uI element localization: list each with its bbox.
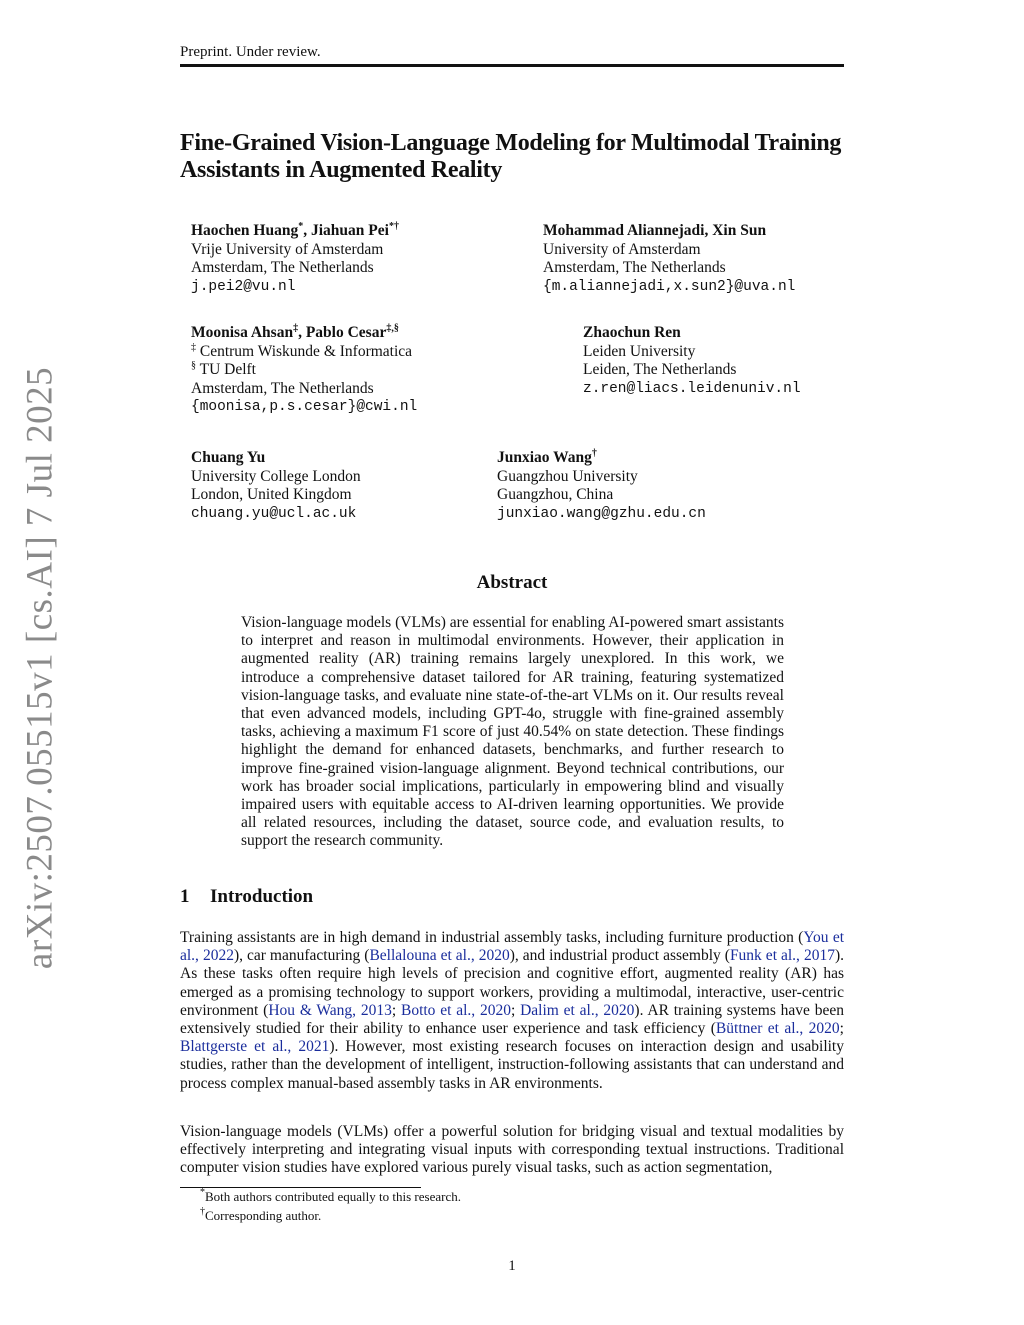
citation-link[interactable]: Büttner et al., 2020 — [715, 1020, 840, 1038]
arxiv-stamp[interactable]: arXiv:2507.05515v1 [cs.AI] 7 Jul 2025 — [19, 366, 61, 970]
footnote-2: †Corresponding author. — [200, 1206, 322, 1223]
author-location: London, United Kingdom — [191, 486, 352, 503]
author-block-6 — [497, 449, 706, 523]
section-number: 1 — [180, 886, 190, 907]
page-number: 1 — [508, 1258, 516, 1274]
author-affiliation: Leiden University — [583, 342, 696, 360]
author-names: Junxiao Wang† — [497, 448, 597, 466]
citation-link[interactable]: You et al., 2022 — [180, 929, 845, 965]
author-names: Mohammad Aliannejadi, Xin Sun — [543, 222, 767, 239]
author-affiliation: Guangzhou University — [497, 467, 638, 485]
footnote-1: *Both authors contributed equally to this research. — [200, 1187, 461, 1204]
author-email[interactable]: chuang.yu@ucl.ac.uk — [191, 505, 357, 522]
header-rule — [180, 64, 844, 67]
running-header: Preprint. Under review. — [180, 44, 321, 60]
author-email[interactable]: {m.aliannejadi,x.sun2}@uva.nl — [543, 278, 796, 295]
abstract-heading: Abstract — [476, 572, 548, 593]
author-affiliation: University College London — [191, 467, 361, 485]
author-block-4 — [583, 324, 801, 398]
citation-link[interactable]: Hou & Wang, 2013 — [268, 1001, 392, 1019]
author-block-2 — [543, 222, 795, 296]
author-block-1 — [191, 222, 399, 296]
intro-paragraph-2: Vision-language models (VLMs) offer a powerful solution for bridging visual and textual modalities by effectively interpreting and integrating visual inputs with corresponding textual instructions. Traditional computer vision studies have explored various purely visual tasks, such as action segmentation, — [180, 1123, 844, 1177]
author-block-3 — [191, 324, 417, 417]
author-location: Amsterdam, The Netherlands — [191, 379, 374, 397]
section-heading-introduction — [180, 886, 313, 908]
author-email[interactable]: j.pei2@vu.nl — [191, 278, 296, 295]
author-names: Zhaochun Ren — [583, 324, 681, 341]
citation-link[interactable]: Dalim et al., 2020 — [520, 1001, 635, 1019]
author-email[interactable]: {moonisa,p.s.cesar}@cwi.nl — [191, 399, 418, 415]
paper-title: Fine-Grained Vision-Language Modeling for Multimodal Training Assistants in Augmented Reality — [180, 130, 842, 183]
author-block-5 — [191, 449, 361, 523]
author-affiliation-1: ‡ Centrum Wiskunde & Informatica — [191, 341, 413, 360]
author-affiliation: Vrije University of Amsterdam — [191, 240, 384, 258]
author-location: Amsterdam, The Netherlands — [191, 259, 374, 276]
author-location: Guangzhou, China — [497, 486, 614, 503]
citation-link[interactable]: Blattgerste et al., 2021 — [180, 1038, 330, 1056]
author-names: Moonisa Ahsan‡, Pablo Cesar‡,§ — [191, 323, 399, 341]
author-affiliation-2: § TU Delft — [191, 360, 256, 378]
citation-link[interactable]: Funk et al., 2017 — [729, 947, 835, 965]
citation-link[interactable]: Botto et al., 2020 — [400, 1001, 511, 1019]
author-email[interactable]: junxiao.wang@gzhu.edu.cn — [497, 505, 706, 522]
author-affiliation: University of Amsterdam — [543, 240, 701, 258]
section-title: Introduction — [210, 886, 314, 907]
author-location: Amsterdam, The Netherlands — [543, 259, 726, 276]
author-names: Chuang Yu — [191, 449, 266, 466]
author-email[interactable]: z.ren@liacs.leidenuniv.nl — [583, 380, 801, 397]
author-names: Haochen Huang*, Jiahuan Pei*† — [191, 221, 399, 239]
intro-paragraph-1: Training assistants are in high demand in industrial assembly tasks, including furniture production (You et al., 2022), car manufacturing (Bellalouna et al., 2020), and industrial product assembly (Funk et al., 2017). As these tasks often require high levels of precision and cognitive effort, augmented reality (AR) has emerged as a promising technology to support workers, providing a multimodal, interactive, user-centric environment (Hou & Wang, 2013; Botto et al., 2020; Dalim et al., 2020). AR training systems have been extensively studied for their ability to enhance user experience and task efficiency (Büttner et al., 2020; Blattgerste et al., 2021). However, most existing research focuses on interaction design and usability studies, rather than the development of intelligent, instruction-following assistants that can understand and process complex manual-based assembly tasks in AR environments. — [180, 929, 845, 1092]
citation-link[interactable]: Bellalouna et al., 2020 — [369, 947, 510, 965]
footnote-rule — [180, 1187, 421, 1188]
author-location: Leiden, The Netherlands — [583, 361, 737, 378]
abstract-body: Vision-language models (VLMs) are essential for enabling AI-powered smart assistants to interpret and reason in multimodal environments. However, their application in augmented reality (AR) training remains largely unexplored. In this work, we introduce a comprehensive dataset tailored for AR training, featuring systematized vision-language tasks, and evaluate nine state-of-the-art VLMs on it. Our results reveal that even advanced models, including GPT-4o, struggle with fine-grained assembly tasks, achieving a maximum F1 score of just 40.54% on state detection. These findings highlight the demand for enhanced datasets, benchmarks, and further research to improve fine-grained vision-language alignment. Beyond technical contributions, our work has broader social implications, particularly in empowering blind and visually impaired users with equitable access to AI-driven learning opportunities. We provide all related resources, including the dataset, source code, and evaluation results, to support the research community. — [241, 614, 784, 850]
